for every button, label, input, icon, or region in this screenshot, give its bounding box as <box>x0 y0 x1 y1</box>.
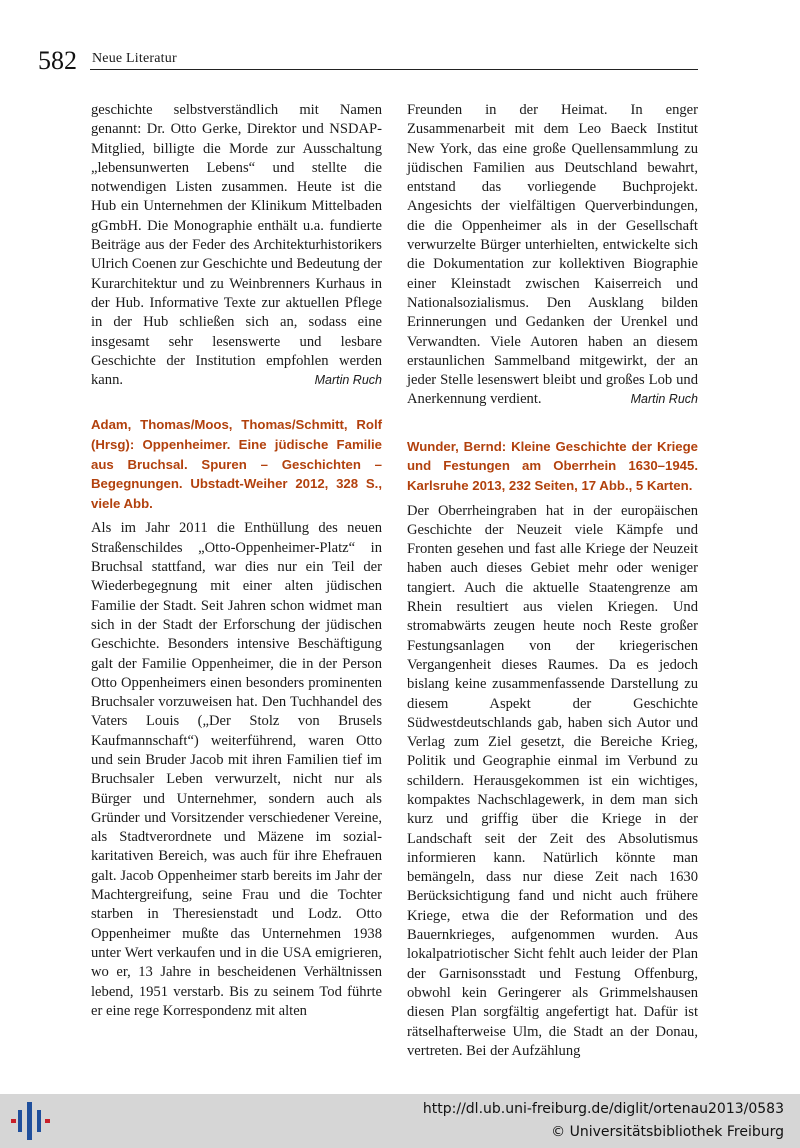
left-paragraph-1 <box>91 101 382 390</box>
header-rule <box>90 69 698 70</box>
footer-url-link[interactable]: http://dl.ub.uni-freiburg.de/diglit/ortenau2013/0583 <box>422 1101 784 1117</box>
running-head: Neue Literatur <box>92 51 177 66</box>
page-number: 582 <box>38 46 77 75</box>
left-signature: Martin Ruch <box>314 373 382 388</box>
right-paragraph-2: Der Oberrheingraben hat in der europäischen Geschichte der Neuzeit viele Kämpfe und Fronten gesehen und fast alle Kriege der Neuzeit haben auch dieses Gebiet mehr oder weniger tangiert. Auch die aktuelle Staatengrenze am Rhein resultiert aus vielen Kriegen. Und stromabwärts zeugen heute noch Reste großer Festungsanlagen von der kriegerischen Vergangenheit dieses Raumes. Da es jedoch bislang keine zusammenfassende Darstellung zu diesem Aspekt der Geschichte Südwestdeutschlands gab, haben sich Autor und Verlag zum Ziel gesetzt, die Bereiche Krieg, Politik und Geographie einmal im Verbund zu schildern. Herausgekommen ist ein wichtiges, kompaktes Nachschlagewerk, in dem man sich kurz und griffig über die Kriege in der Landschaft seit der Zeit des Absolutismus informieren kann. Natürlich könnte man bemängeln, dass nur diese Zeit nach 1630 Berücksichtigung fand und nicht auch frühere Kriege, etwa die der Reformation und des Bauernkrieges, aufgenommen wurden. Aus lokalpatriotischer Sicht fehlt auch leider der Plan der Garnisonsstadt und Festung Offenburg, obwohl kein Geringerer als Grimmelshausen diesen Plan sorgfältig angefertigt hat. Dafür ist rätselhafterweise Ulm, die Stadt an der Donau, vertreten. Bei der Aufzählung <box>407 502 698 1059</box>
library-logo-icon <box>10 1100 54 1142</box>
left-paragraph-1-text: geschichte selbstverständlich mit Namen genannt: Dr. Otto Gerke, Direktor und NSDAP-Mitglied, billigte die Morde zur Ausschaltung „lebensunwerten Lebens“ und stellte die notwendigen Listen zusammen. Heute ist die Hub ein Unternehmen der Klinikum Mittelbaden gGmbH. Die Monographie enthält u.a. fundierte Beiträge aus der Feder des Architekturhistorikers Ulrich Coenen zur Geschichte und Bedeutung der Kurarchitektur und zu Weinbrenners Kurhaus in der Hub. Informative Texte zur aktuellen Pflege in der Hub schließen sich an, sodass eine insgesamt sehr lesenswerte und lesbare Geschichte der Institution empfohlen werden kann. <box>91 102 382 389</box>
right-column <box>407 101 698 1061</box>
right-paragraph-1-text: Freunden in der Heimat. In enger Zusammenarbeit mit dem Leo Baeck Institut New York, das eine große Quellensammlung zu jüdischen Familien aus Deutschland bewahrt, entstand das vorliegende Buchprojekt. Angesichts der vielfältigen Querverbindungen, die die Oppenheimer als in der Gesellschaft verwurzelte Bürger unterhielten, entwickelte sich die Dokumentation zur kollektiven Biographie einer Kleinstadt zwischen Kaiserreich und Nationalsozialismus. Den Ausklang bilden Erinnerungen und Gedanken der Urenkel und Verwandten. Viele Autoren haben an diesem erstaunlichen Sammelband mitgewirkt, der an jeder Stelle lesenswert bleibt und großes Lob und Anerkennung verdient. <box>407 102 698 408</box>
right-paragraph-1 <box>407 101 698 410</box>
left-review-title: Adam, Thomas/Moos, Thomas/Schmitt, Rolf (Hrsg): Oppenheimer. Eine jüdische Familie aus Bruchsal. Spuren – Geschichten – Begegnungen. Ubstadt-Weiher 2012, 328 S., viele Abb. <box>91 417 382 511</box>
footer-copyright: © Universitätsbibliothek Freiburg <box>551 1124 784 1140</box>
footer-bar <box>0 1094 800 1148</box>
left-column <box>91 101 382 1021</box>
right-review-title: Wunder, Bernd: Kleine Geschichte der Kriege und Festungen am Oberrhein 1630–1945. Karlsruhe 2013, 232 Seiten, 17 Abb., 5 Karten. <box>407 438 698 493</box>
right-signature: Martin Ruch <box>630 392 698 407</box>
left-paragraph-2: Als im Jahr 2011 die Enthüllung des neuen Straßenschildes „Otto-Oppenheimer-Platz“ in Bruchsal stattfand, war dies nur ein Teil der Wiederbegegnung mit einer alten jüdischen Familie der Stadt. Seit Jahren schon widmet man sich in der Stadt der Erforschung der jüdischen Geschichte. Besonders intensive Beschäftigung galt der Familie Oppenheimer, die in der Person Otto Oppenheimers einen besonders prominenten Bruchsaler vorzuweisen hat. Den Tuchhandel des Vaters Louis („Der Stolz von Brusels Kaufmannschaft“) weiterführend, waren Otto und sein Bruder Jacob mit ihren Familien tief im Bruchsaler Leben verwurzelt, nicht nur als Bürger und Unternehmer, sondern auch als Gründer und Vorsitzender verschiedener Vereine, als Stadtverordnete und Mäzene im sozial-karitativen Bereich, was auch für ihre Ehefrauen galt. Jacob Oppenheimer starb bereits im Jahr der Machtergreifung, seine Frau und die Tochter starben in Theresienstadt und Lodz. Otto Oppenheimer mußte das Unternehmen 1938 unter Wert verkaufen und in die USA emigrieren, wo er, 13 Jahre in bescheidenen Verhältnissen lebend, 1951 verstarb. Bis zu seinem Tod führte er eine rege Korrespondenz mit alten <box>91 520 382 1019</box>
